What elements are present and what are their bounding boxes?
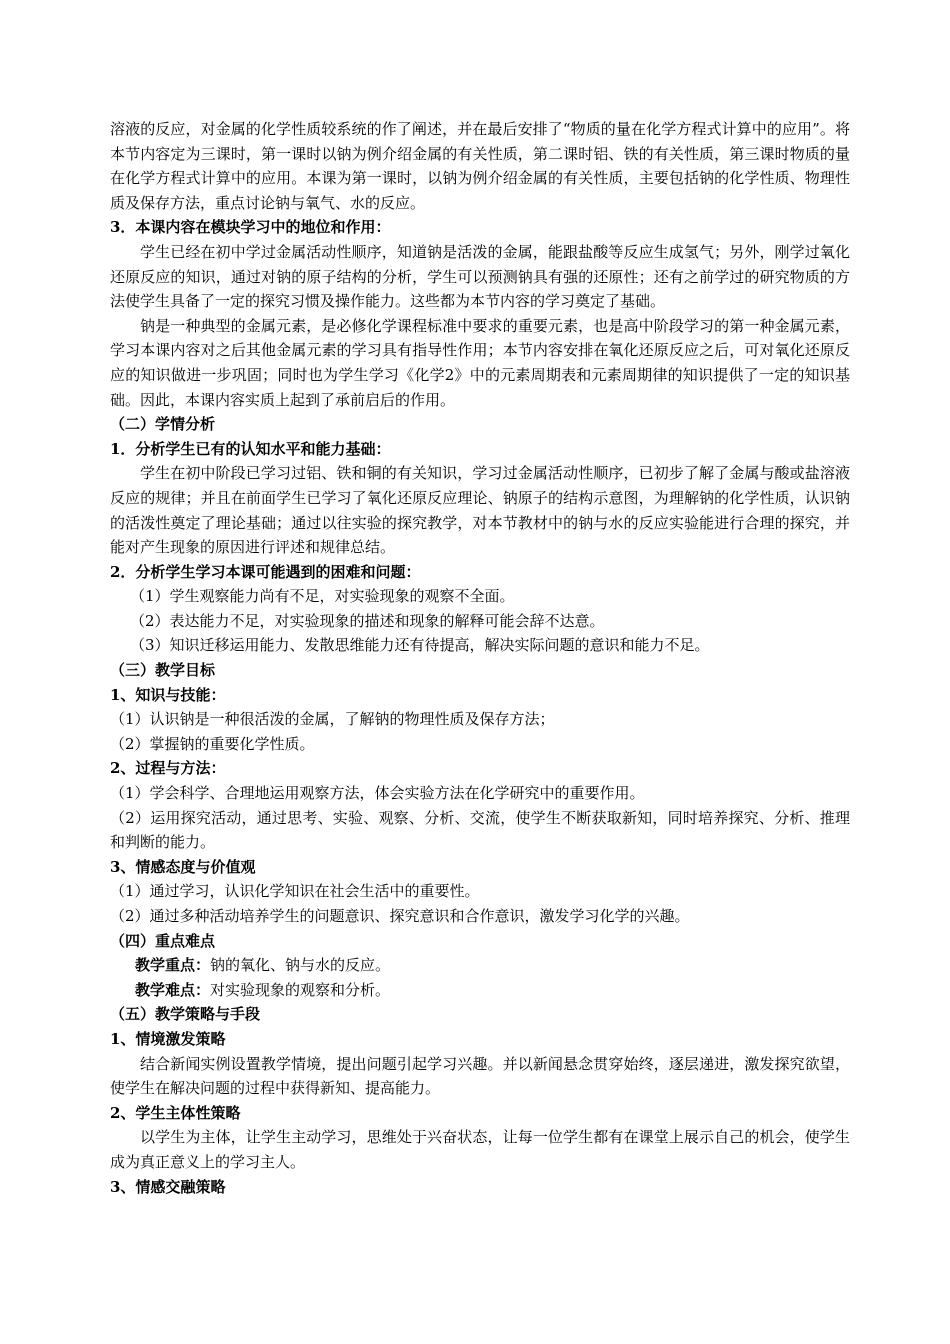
difficult-point-line [110,978,850,1003]
intro-paragraph: 溶液的反应，对金属的化学性质较系统的作了阐述，并在最后安排了“物质的量在化学方程式计算中的应用”。将本节内容定为三课时，第一课时以钠为例介绍金属的有关性质，第二课时铝、铁的有关性质，第三课时物质的量在化学方程式计算中的应用。本课为第一课时，以钠为例介绍金属的有关性质，主要包括钠的化学性质、物理性质及保存方法，重点讨论钠与氧气、水的反应。 [110,120,850,212]
section-3-heading: 3．本课内容在模块学习中的地位和作用： [110,218,391,237]
goal-item: （1）认识钠是一种很活泼的金属，了解钠的物理性质及保存方法； [110,710,555,729]
goal-item: （2）运用探究活动，通过思考、实验、观察、分析、交流，使学生不断获取新知，同时培养探究、分析、推理和判断的能力。 [110,808,850,852]
goal-item: （1）学会科学、合理地运用观察方法，体会实验方法在化学研究中的重要作用。 [110,784,645,803]
goal-item: （2）掌握钠的重要化学性质。 [110,734,315,753]
strategy-1-heading: 1、情境激发策略 [110,1029,226,1048]
strategy-2-paragraph: 以学生为主体，让学生主动学习，思维处于兴奋状态，让每一位学生都有在课堂上展示自己的机会，使学生成为真正意义上的学习主人。 [110,1128,850,1171]
goal-2-heading: 2、过程与方法： [110,759,226,778]
strategy-3-heading: 3、情感交融策略 [110,1177,226,1196]
part-5-heading: （五）教学策略与手段 [110,1005,261,1024]
difficulty-item: （2）表达能力不足，对实验现象的描述和现象的解释可能会辞不达意。 [130,611,605,630]
difficult-point-label: 教学难点： [135,980,211,999]
goal-3-heading: 3、情感态度与价值观 [110,857,256,876]
part-2-heading: （二）学情分析 [110,415,216,434]
section-3-paragraph-2: 钠是一种典型的金属元素，是必修化学课程标准中要求的重要元素，也是高中阶段学习的第一种金属元素，学习本课内容对之后其他金属元素的学习具有指导性作用；本节内容安排在氧化还原反应之后，可对氧化还原反应的知识做进一步巩固；同时也为学生学习《化学2》中的元素周期表和元素周期律的知识提供了一定的知识基础。因此，本课内容实质上起到了承前启后的作用。 [110,316,850,409]
part-3-heading: （三）教学目标 [110,661,216,680]
strategy-1-paragraph: 结合新闻实例设置教学情境，提出问题引起学习兴趣。并以新闻悬念贯穿始终，逐层递进，激发探究欲望，使学生在解决问题的过程中获得新知、提高能力。 [110,1054,850,1098]
key-point-value: 钠的氧化、钠与水的反应。 [210,956,391,975]
part-4-heading: （四）重点难点 [110,931,216,950]
goal-item: （2）通过多种活动培养学生的问题意识、探究意识和合作意识，激发学习化学的兴趣。 [110,907,690,925]
section-3-paragraph-1: 学生已经在初中学过金属活动性顺序，知道钠是活泼的金属，能跟盐酸等反应生成氢气；另外，刚学过氧化还原反应的知识，通过对钠的原子结构的分析，学生可以预测钠具有强的还原性；还有之前学过的研究物质的方法使学生具备了一定的探究习惯及操作能力。这些都为本节内容的学习奠定了基础。 [110,242,850,311]
strategy-2-heading: 2、学生主体性策略 [110,1103,241,1122]
goal-1-heading: 1、知识与技能： [110,685,226,704]
part-2-paragraph: 学生在初中阶段已学习过铝、铁和铜的有关知识，学习过金属活动性顺序，已初步了解了金属与酸或盐溶液反应的规律；并且在前面学生已学习了氧化还原反应理论、钠原子的结构示意图，为理解钠的化学性质，认识钠的活泼性奠定了理论基础；通过以往实验的探究教学，对本节教材中的钠与水的反应实验能进行合理的探究，并能对产生现象的原因进行评述和规律总结。 [110,464,850,557]
part-2-subheading-1: 1．分析学生已有的认知水平和能力基础： [110,439,391,458]
key-point-line [110,953,850,978]
document-page [110,117,850,1199]
key-point-label: 教学重点： [135,956,211,975]
part-2-subheading-2: 2．分析学生学习本课可能遇到的困难和问题： [110,562,421,581]
difficult-point-value: 对实验现象的观察和分析。 [210,980,391,999]
difficulty-item: （1）学生观察能力尚有不足，对实验现象的观察不全面。 [130,587,515,606]
goal-item: （1）通过学习，认识化学知识在社会生活中的重要性。 [110,882,480,901]
difficulty-item: （3）知识迁移运用能力、发散思维能力还有待提高，解决实际问题的意识和能力不足。 [130,636,710,655]
